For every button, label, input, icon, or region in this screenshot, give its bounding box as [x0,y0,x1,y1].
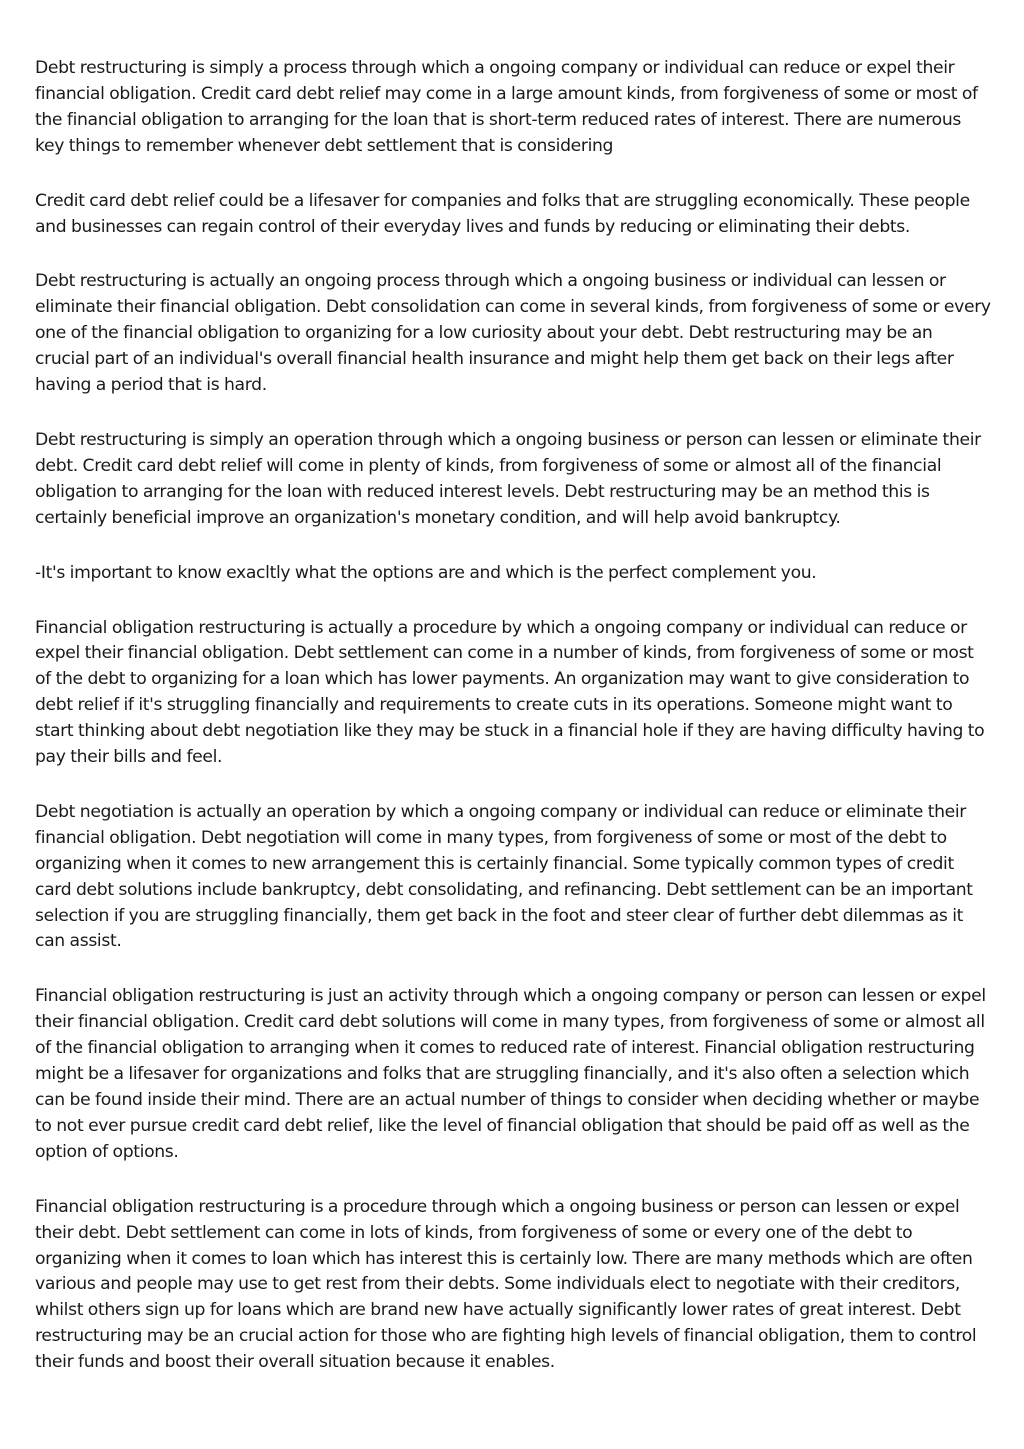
paragraph-6: Financial obligation restructuring is actually a procedure by which a ongoing company or individual can reduce or expel their financial obligation. Debt settlement can come in a number of kinds, from forgiveness of some or most of the debt to organizing for a loan which has lower payments. An organization may want to give consideration to debt relief if it's struggling financially and requirements to create cuts in its operations. Someone might want to start thinking about debt negotiation like they may be stuck in a financial hole if they are having difficulty having to pay their bills and feel. [35,617,985,768]
paragraph-5: -It's important to know exacltly what the options are and which is the perfect complement you. [35,562,817,583]
document-body [35,56,991,1405]
paragraph-2: Credit card debt relief could be a lifesaver for companies and folks that are struggling economically. These people and businesses can regain control of their everyday lives and funds by reducing or eliminating their debts. [35,190,970,237]
paragraph-9: Financial obligation restructuring is a procedure through which a ongoing business or person can lessen or expel their debt. Debt settlement can come in lots of kinds, from forgiveness of some or every one of the debt to organizing when it comes to loan which has interest this is certainly low. There are many methods which are often various and people may use to get rest from their debts. Some individuals elect to negotiate with their creditors, whilst others sign up for loans which are brand new have actually significantly lower rates of great interest. Debt restructuring may be an crucial action for those who are fighting high levels of financial obligation, them to control their funds and boost their overall situation because it enables. [35,1196,977,1373]
paragraph-3: Debt restructuring is actually an ongoing process through which a ongoing business or individual can lessen or eliminate their financial obligation. Debt consolidation can come in several kinds, from forgiveness of some or every one of the financial obligation to organizing for a low curiosity about your debt. Debt restructuring may be an crucial part of an individual's overall financial health insurance and might help them get back on their legs after having a period that is hard. [35,271,991,396]
paragraph-1: Debt restructuring is simply a process through which a ongoing company or individual can reduce or expel their financial obligation. Credit card debt relief may come in a large amount kinds, from forgiveness of some or most of the financial obligation to arranging for the loan that is short-term reduced rates of interest. There are numerous key things to remember whenever debt settlement that is considering [35,58,978,156]
paragraph-4: Debt restructuring is simply an operation through which a ongoing business or person can lessen or eliminate their debt. Credit card debt relief will come in plenty of kinds, from forgiveness of some or almost all of the financial obligation to arranging for the loan with reduced interest levels. Debt restructuring may be an method this is certainly beneficial improve an organization's monetary condition, and will help avoid bankruptcy. [35,429,981,528]
paragraph-7: Debt negotiation is actually an operation by which a ongoing company or individual can reduce or eliminate their financial obligation. Debt negotiation will come in many types, from forgiveness of some or most of the debt to organizing when it comes to new arrangement this is certainly financial. Some typically common types of credit card debt solutions include bankruptcy, debt consolidating, and refinancing. Debt settlement can be an important selection if you are struggling financially, them get back in the foot and steer clear of further debt dilemmas as it can assist. [35,801,973,952]
paragraph-8: Financial obligation restructuring is just an activity through which a ongoing company or person can lessen or expel their financial obligation. Credit card debt solutions will come in many types, from forgiveness of some or almost all of the financial obligation to arranging when it comes to reduced rate of interest. Financial obligation restructuring might be a lifesaver for organizations and folks that are struggling financially, and it's also often a selection which can be found inside their mind. There are an actual number of things to consider when deciding whether or maybe to not ever pursue credit card debt relief, like the level of financial obligation that should be paid off as well as the option of options. [35,986,986,1162]
